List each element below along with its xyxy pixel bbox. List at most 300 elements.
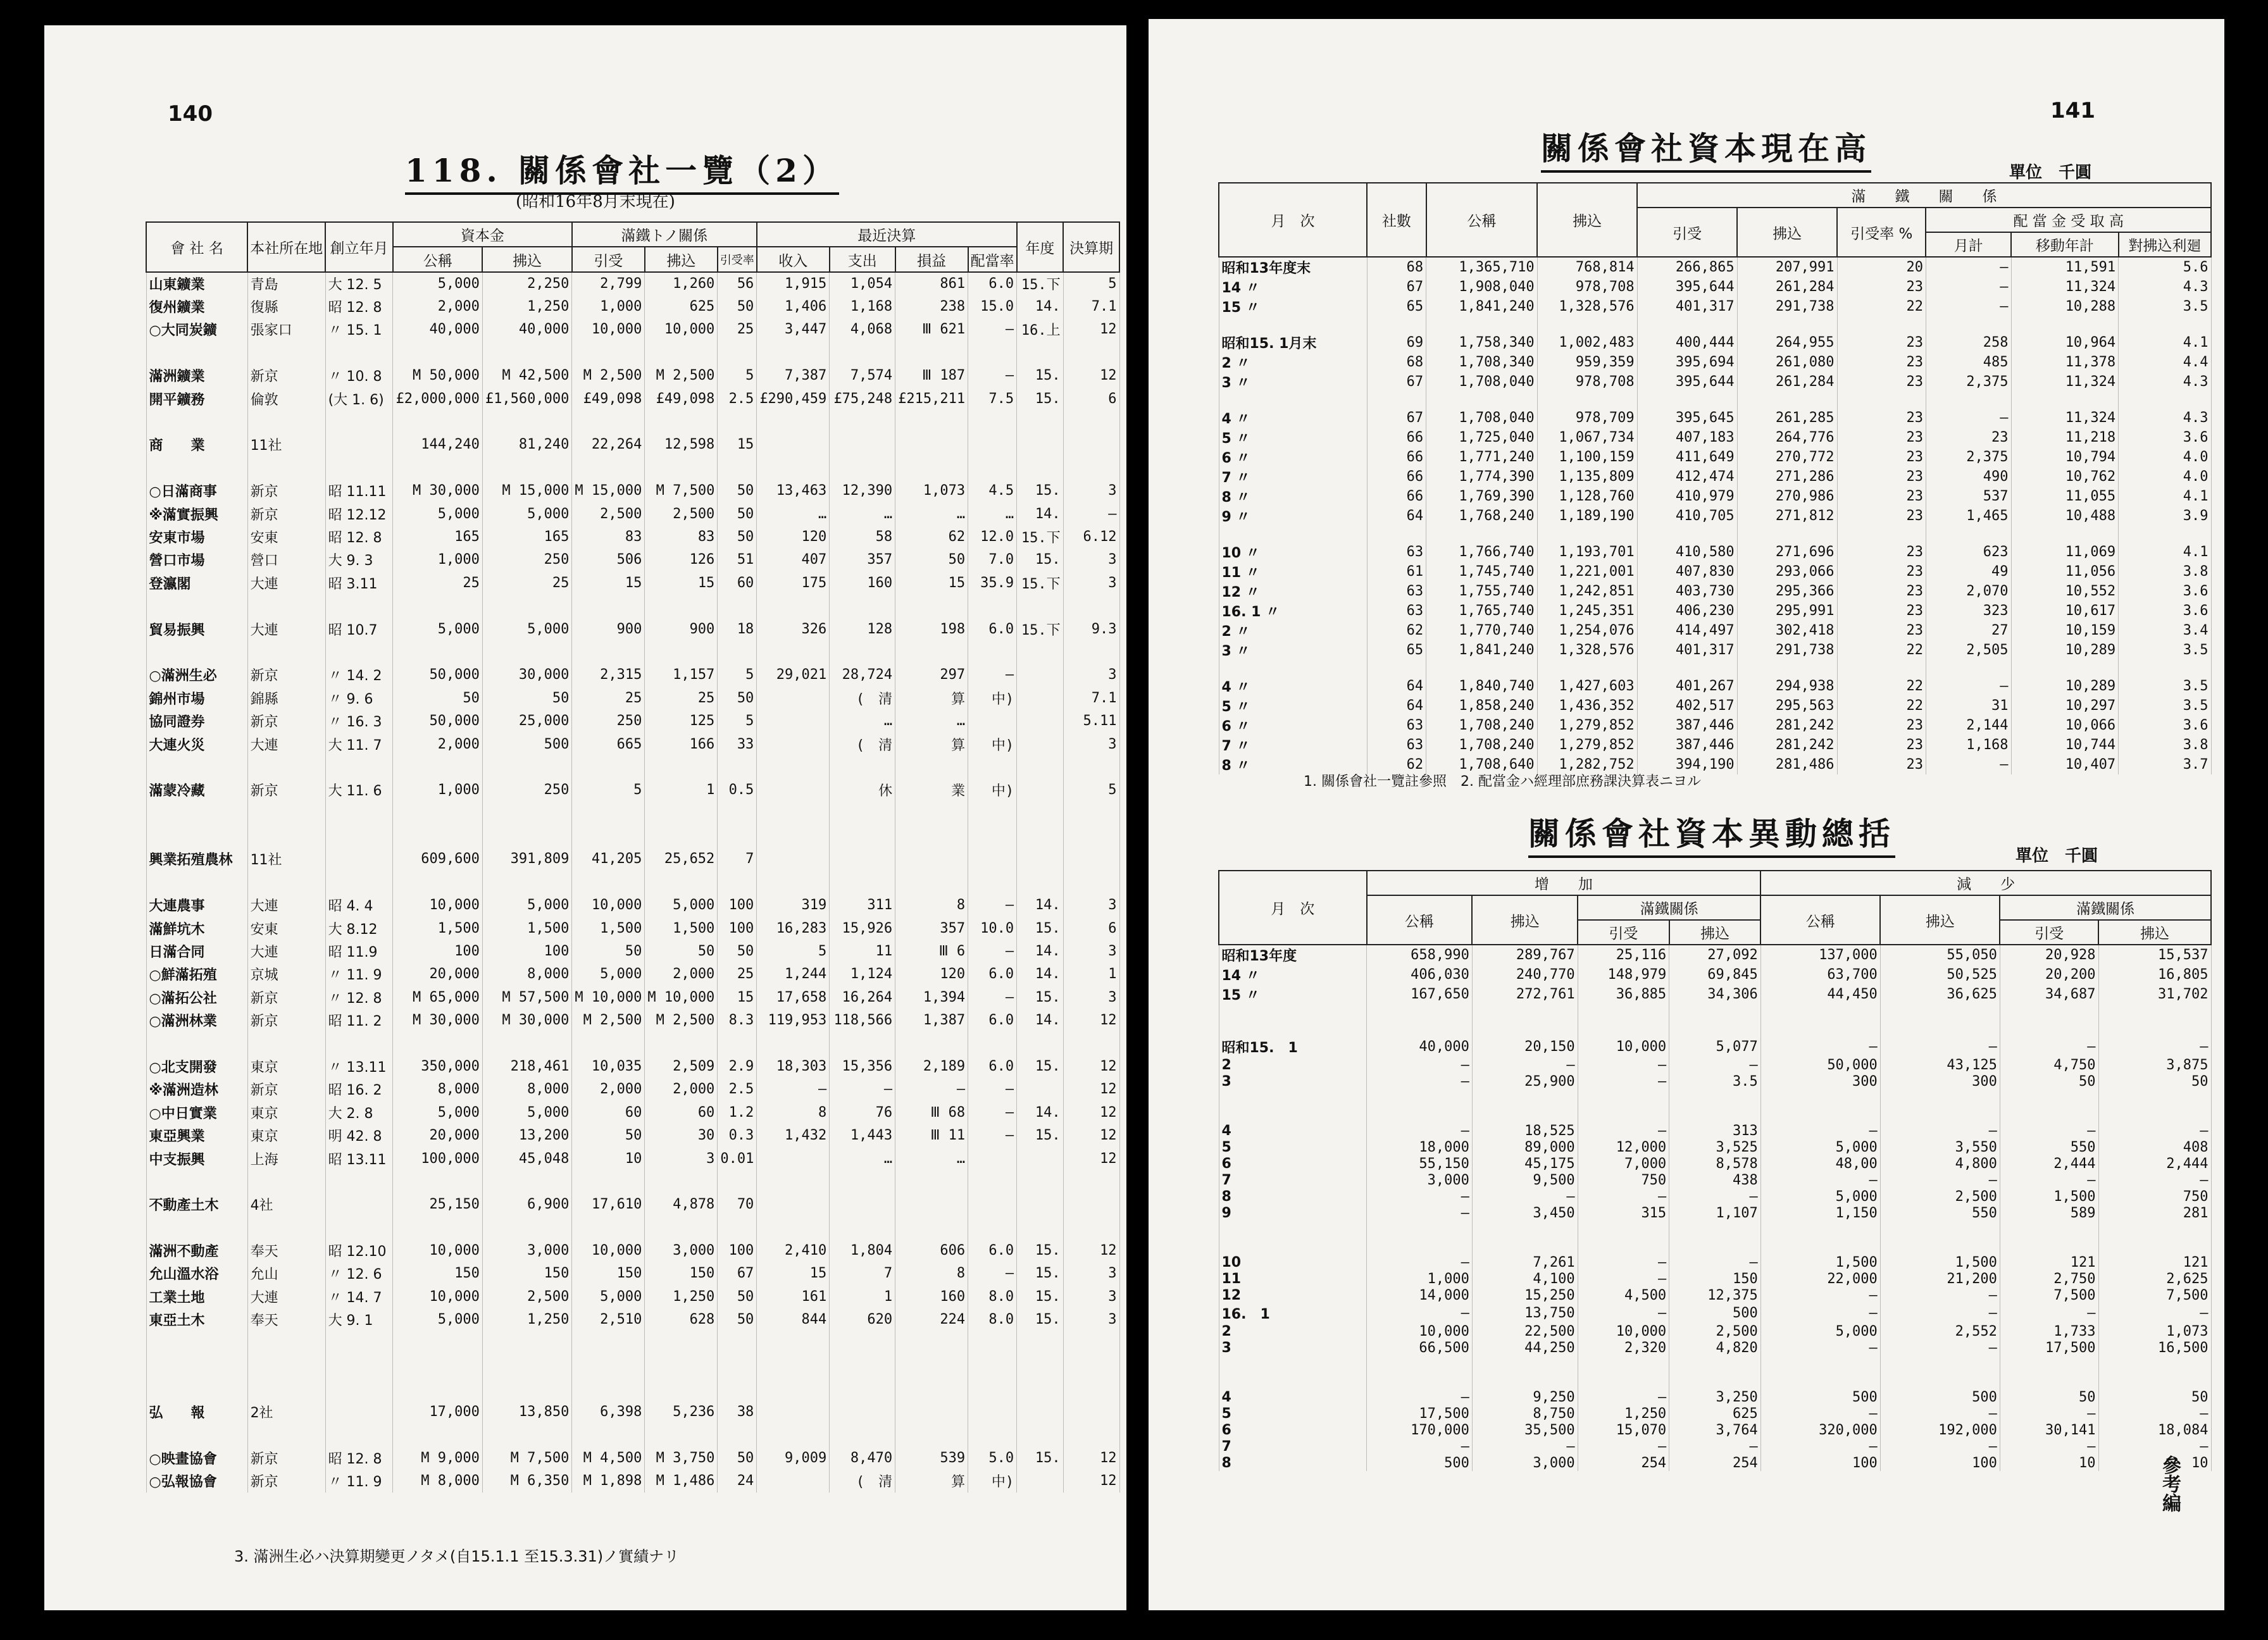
month-row	[1219, 447, 2211, 467]
table-cell	[1063, 1354, 1119, 1377]
table-cell	[1926, 526, 2011, 542]
table-cell: 5.0	[968, 1446, 1017, 1469]
table-cell: 1,841,240	[1426, 297, 1538, 316]
table-cell	[1880, 1356, 2000, 1372]
cap-header-subscribed: 引受	[1637, 208, 1737, 257]
table-cell	[1367, 1004, 1473, 1021]
table-cell: 1,804	[830, 1239, 895, 1262]
table-cell: 623	[1926, 542, 2011, 562]
table-cell: 東京	[247, 1055, 325, 1078]
table-cell: —	[1367, 1389, 1473, 1405]
table-cell: —	[2000, 1037, 2098, 1057]
table-cell: 100	[482, 940, 571, 962]
table-cell	[895, 1216, 968, 1239]
header-location: 本社所在地	[247, 222, 325, 272]
row-label: 11	[1219, 1270, 1367, 1287]
table-cell	[830, 848, 895, 871]
table-cell: 539	[895, 1446, 968, 1469]
table-cell: —	[1472, 1438, 1578, 1455]
table-cell: —	[1926, 676, 2011, 696]
month-row	[1219, 640, 2211, 660]
header-founded: 創立年月	[325, 222, 393, 272]
month-row	[1219, 428, 2211, 447]
table-cell: 50	[718, 686, 757, 709]
table-cell: 昭 4. 4	[325, 894, 393, 917]
table-cell	[1578, 1004, 1669, 1021]
table-cell	[718, 871, 757, 893]
table-cell	[895, 755, 968, 778]
table-cell: 76	[830, 1101, 895, 1124]
table-cell	[757, 802, 830, 824]
table-cell	[968, 848, 1017, 871]
row-label: 7 〃	[1219, 735, 1367, 755]
table-cell: 1,000	[393, 779, 482, 802]
table-cell: £2,000,000	[393, 387, 482, 410]
table-cell: 大 9. 3	[325, 549, 393, 571]
table-cell: 978,708	[1537, 372, 1637, 392]
table-cell: 明 42. 8	[325, 1124, 393, 1146]
company-row	[146, 318, 1119, 341]
table-cell	[645, 871, 718, 893]
company-row	[146, 848, 1119, 871]
row-label: 5 〃	[1219, 696, 1367, 716]
table-cell	[393, 1216, 482, 1239]
table-cell: —	[2098, 1037, 2211, 1057]
table-cell: 5,000	[482, 1101, 571, 1124]
company-row	[146, 1239, 1119, 1262]
table-cell: 倫敦	[247, 387, 325, 410]
table-cell: 490	[1926, 467, 2011, 487]
table-cell	[1760, 1021, 1880, 1037]
chg-header-decrease: 減 少	[1760, 871, 2211, 895]
table-cell	[968, 456, 1017, 479]
table-cell: 1,774,390	[1426, 467, 1538, 487]
table-cell: 62	[1367, 755, 1426, 774]
table-cell: 4,100	[1472, 1270, 1578, 1287]
table-cell: 7,000	[1578, 1155, 1669, 1172]
row-label: 日滿合同	[146, 940, 247, 962]
table-cell	[482, 1331, 571, 1354]
table-cell: —	[1880, 1287, 2000, 1303]
table-cell: 25	[718, 963, 757, 986]
table-cell	[393, 871, 482, 893]
table-cell	[895, 1331, 968, 1354]
table-cell: 算	[895, 686, 968, 709]
table-cell	[1017, 1377, 1064, 1400]
table-cell: 70	[718, 1193, 757, 1216]
table-cell	[393, 594, 482, 617]
table-cell: 395,645	[1637, 408, 1737, 428]
month-row	[1219, 601, 2211, 621]
table-cell	[1063, 1424, 1119, 1446]
table-cell	[1017, 664, 1064, 686]
company-row	[146, 894, 1119, 917]
month-row	[1219, 716, 2211, 735]
table-cell	[482, 1354, 571, 1377]
table-cell: 3,000	[1472, 1455, 1578, 1471]
table-cell: 23	[1926, 428, 2011, 447]
table-cell: 438	[1669, 1172, 1761, 1188]
table-cell: 50	[718, 1308, 757, 1331]
table-cell: 8,000	[393, 1078, 482, 1101]
table-cell: 1,771,240	[1426, 447, 1538, 467]
table-cell: 2,552	[1880, 1323, 2000, 1339]
left-footnote: 3. 滿洲生必ハ決算期變更ノタメ(自15.1.1 至15.3.31)ノ實績ナリ	[234, 1548, 680, 1565]
row-label: 滿洲鑛業	[146, 364, 247, 387]
change-row	[1219, 1303, 2211, 1323]
table-cell: 15	[718, 986, 757, 1009]
table-cell: 1,279,852	[1537, 716, 1637, 735]
table-cell	[718, 410, 757, 433]
month-row	[1219, 660, 2211, 676]
table-cell: 15.下	[1017, 618, 1064, 640]
table-cell	[325, 802, 393, 824]
table-cell: 3	[1063, 480, 1119, 502]
table-cell: 1,000	[393, 549, 482, 571]
table-cell: —	[1880, 1122, 2000, 1139]
table-cell: 5,000	[393, 502, 482, 525]
table-cell	[393, 1032, 482, 1055]
table-cell: 10,407	[2011, 755, 2119, 774]
table-cell: 10,289	[2011, 676, 2119, 696]
table-cell: 50	[2098, 1389, 2211, 1405]
header-period: 決算期	[1063, 222, 1119, 272]
table-cell: 4.1	[2119, 542, 2211, 562]
table-cell: —	[968, 318, 1017, 341]
table-cell	[1017, 1216, 1064, 1239]
row-label: 4 〃	[1219, 676, 1367, 696]
table-cell: 23	[1837, 601, 1926, 621]
table-cell	[895, 1354, 968, 1377]
table-cell: 10,000	[1367, 1323, 1473, 1339]
table-cell	[830, 341, 895, 364]
table-cell	[1880, 1372, 2000, 1389]
table-cell: 64	[1367, 506, 1426, 526]
table-cell	[1063, 802, 1119, 824]
header-recent: 最近決算	[757, 222, 1017, 247]
table-cell: 20	[1837, 257, 1926, 277]
table-cell: 500	[1760, 1389, 1880, 1405]
table-cell	[2011, 392, 2119, 408]
table-cell: 1,328,576	[1537, 640, 1637, 660]
table-cell: …	[895, 1147, 968, 1170]
table-cell: M 2,500	[572, 364, 645, 387]
row-label: 10	[1219, 1254, 1367, 1270]
month-row	[1219, 316, 2211, 333]
table-cell: 13,750	[1472, 1303, 1578, 1323]
table-cell: 〃 14. 2	[325, 664, 393, 686]
table-cell: 1,100,159	[1537, 447, 1637, 467]
table-cell: 1,189,190	[1537, 506, 1637, 526]
table-cell: 4.0	[2119, 447, 2211, 467]
table-cell: —	[1760, 1287, 1880, 1303]
table-cell: 4.3	[2119, 408, 2211, 428]
table-cell: M 9,000	[393, 1446, 482, 1469]
table-cell	[968, 1331, 1017, 1354]
table-cell	[572, 755, 645, 778]
row-label: ※滿實振興	[146, 502, 247, 525]
company-row	[146, 1009, 1119, 1032]
table-cell: 272,761	[1472, 985, 1578, 1004]
chg-header-dec-sub: 引受	[2000, 920, 2098, 945]
table-cell: —	[968, 986, 1017, 1009]
company-list-body	[146, 272, 1119, 1493]
table-cell: 11,069	[2011, 542, 2119, 562]
table-cell: 66	[1367, 467, 1426, 487]
row-label: 工業土地	[146, 1285, 247, 1308]
company-row	[146, 1147, 1119, 1170]
table-cell	[247, 1377, 325, 1400]
table-cell: 63	[1367, 735, 1426, 755]
table-cell: 4.3	[2119, 277, 2211, 297]
table-cell	[757, 848, 830, 871]
table-cell	[830, 1424, 895, 1446]
row-label: 昭和15. 1	[1219, 1037, 1367, 1057]
table-cell: 11社	[247, 433, 325, 456]
table-cell: 1,427,603	[1537, 676, 1637, 696]
row-label: 不動產土木	[146, 1193, 247, 1216]
table-cell: 業	[895, 779, 968, 802]
table-cell	[482, 802, 571, 824]
table-cell: 261,284	[1737, 277, 1837, 297]
row-label	[1219, 1106, 1367, 1122]
table-cell	[830, 824, 895, 847]
table-cell: 奉天	[247, 1239, 325, 1262]
table-cell: 900	[645, 618, 718, 640]
table-cell: 15	[645, 571, 718, 594]
table-cell	[830, 594, 895, 617]
table-cell: 4,878	[645, 1193, 718, 1216]
table-cell: 270,986	[1737, 487, 1837, 506]
table-cell	[2098, 1372, 2211, 1389]
row-label	[146, 802, 247, 824]
table-cell	[1017, 433, 1064, 456]
table-cell	[968, 1170, 1017, 1193]
table-cell: 中)	[968, 1469, 1017, 1492]
change-row	[1219, 1221, 2211, 1238]
table-cell	[895, 456, 968, 479]
table-cell: 1,279,852	[1537, 735, 1637, 755]
table-cell: —	[1367, 1073, 1473, 1090]
table-cell	[1017, 1170, 1064, 1193]
cap-header-month: 月 次	[1219, 183, 1367, 257]
table-cell: 3.5	[1669, 1073, 1761, 1090]
table-cell	[2098, 1238, 2211, 1254]
table-cell	[1472, 1356, 1578, 1372]
table-cell: 550	[1880, 1205, 2000, 1221]
table-cell	[1367, 316, 1426, 333]
table-cell: 27,092	[1669, 945, 1761, 965]
table-cell	[1017, 594, 1064, 617]
table-cell: —	[830, 1078, 895, 1101]
table-cell: —	[1760, 1037, 1880, 1057]
month-row	[1219, 333, 2211, 352]
table-cell: 中)	[968, 779, 1017, 802]
chg-header-dec-official: 公稱	[1760, 895, 1880, 945]
table-cell: 3,550	[1880, 1139, 2000, 1155]
table-cell: 1,765,740	[1426, 601, 1538, 621]
month-row	[1219, 372, 2211, 392]
table-cell	[2000, 1004, 2098, 1021]
table-cell: 8.0	[968, 1308, 1017, 1331]
table-cell: 24	[718, 1469, 757, 1492]
table-cell: 410,705	[1637, 506, 1737, 526]
table-cell: 5,000	[482, 618, 571, 640]
table-cell: 589	[2000, 1205, 2098, 1221]
table-cell	[895, 594, 968, 617]
row-label	[1219, 316, 1367, 333]
table-cell	[830, 456, 895, 479]
table-cell: 1,073	[2098, 1323, 2211, 1339]
row-label: 錦州市場	[146, 686, 247, 709]
table-cell: 5	[1063, 779, 1119, 802]
table-cell: —	[968, 1124, 1017, 1146]
table-cell: 昭 3.11	[325, 571, 393, 594]
table-cell	[1367, 1221, 1473, 1238]
table-cell: 20,150	[1472, 1037, 1578, 1057]
table-cell: —	[2000, 1122, 2098, 1139]
table-cell: 1,500	[572, 917, 645, 940]
table-cell: 昭 12.12	[325, 502, 393, 525]
table-cell: 6.0	[968, 963, 1017, 986]
table-cell: 〃 11. 9	[325, 963, 393, 986]
table-cell: 15.	[1017, 1239, 1064, 1262]
table-cell	[1760, 1221, 1880, 1238]
table-cell: 100	[718, 917, 757, 940]
table-cell: 〃 16. 3	[325, 709, 393, 732]
row-label: 3 〃	[1219, 372, 1367, 392]
table-cell: 7,261	[1472, 1254, 1578, 1270]
table-cell: …	[757, 502, 830, 525]
table-cell	[247, 1170, 325, 1193]
table-cell: 昭 11.9	[325, 940, 393, 962]
table-cell: 1,500	[645, 917, 718, 940]
table-cell: 4.4	[2119, 352, 2211, 372]
table-cell: 23	[1837, 487, 1926, 506]
change-row	[1219, 1438, 2211, 1455]
table-cell: 264,955	[1737, 333, 1837, 352]
table-cell: 昭 10.7	[325, 618, 393, 640]
table-cell: 25	[393, 571, 482, 594]
table-cell: 3,525	[1669, 1139, 1761, 1155]
table-cell	[895, 1170, 968, 1193]
table-cell: Ⅲ 187	[895, 364, 968, 387]
table-cell: 1,500	[482, 917, 571, 940]
table-cell	[718, 1170, 757, 1193]
table-cell	[1760, 1090, 1880, 1106]
row-label: 6 〃	[1219, 716, 1367, 735]
company-row	[146, 1331, 1119, 1354]
table-cell: 算	[895, 1469, 968, 1492]
table-cell	[1017, 824, 1064, 847]
table-cell: 64	[1367, 676, 1426, 696]
table-cell	[895, 802, 968, 824]
table-cell	[830, 871, 895, 893]
table-cell: (大 1. 6)	[325, 387, 393, 410]
row-label: 9	[1219, 1205, 1367, 1221]
table-cell: 1	[645, 779, 718, 802]
table-cell	[1063, 341, 1119, 364]
table-cell: 1,260	[645, 272, 718, 295]
table-cell: 1,000	[1367, 1270, 1473, 1287]
header-income: 收入	[757, 247, 830, 272]
table-cell: 昭 12.10	[325, 1239, 393, 1262]
chg-header-inc-paid2: 拂込	[1669, 920, 1761, 945]
company-row	[146, 1193, 1119, 1216]
table-cell: 23	[1837, 277, 1926, 297]
table-cell	[1017, 1400, 1064, 1423]
table-cell	[1017, 733, 1064, 755]
table-cell	[1367, 392, 1426, 408]
company-row	[146, 502, 1119, 525]
table-cell: 1,168	[830, 295, 895, 318]
table-cell: 170,000	[1367, 1422, 1473, 1438]
table-cell: 10,000	[393, 894, 482, 917]
table-cell: 22,000	[1760, 1270, 1880, 1287]
table-cell	[718, 1216, 757, 1239]
table-cell: 2,444	[2098, 1155, 2211, 1172]
table-cell	[757, 1400, 830, 1423]
table-cell	[1063, 1400, 1119, 1423]
table-cell	[895, 341, 968, 364]
table-cell: 606	[895, 1239, 968, 1262]
table-cell: 35,500	[1472, 1422, 1578, 1438]
table-cell	[2011, 660, 2119, 676]
table-cell: 4,750	[2000, 1057, 2098, 1073]
table-cell: 12	[1063, 318, 1119, 341]
month-row	[1219, 467, 2211, 487]
table-cell: 40,000	[1367, 1037, 1473, 1057]
table-cell: 25,900	[1472, 1073, 1578, 1090]
table-cell: 1,766,740	[1426, 542, 1538, 562]
table-cell: 8.3	[718, 1009, 757, 1032]
table-cell: 1,128,760	[1537, 487, 1637, 506]
table-cell: M 42,500	[482, 364, 571, 387]
table-cell: 394,190	[1637, 755, 1737, 774]
table-cell	[572, 410, 645, 433]
table-cell: 23	[1837, 621, 1926, 640]
table-cell: 33	[718, 733, 757, 755]
table-cell: 1,250	[1578, 1405, 1669, 1422]
table-cell	[1669, 1004, 1761, 1021]
table-cell	[1537, 392, 1637, 408]
table-cell	[572, 594, 645, 617]
table-cell: 1,067,734	[1537, 428, 1637, 447]
table-cell: 15	[895, 571, 968, 594]
table-cell: 16,264	[830, 986, 895, 1009]
table-cell: 1,708,340	[1426, 352, 1538, 372]
table-cell	[757, 594, 830, 617]
table-cell	[482, 755, 571, 778]
table-cell	[1063, 824, 1119, 847]
table-cell: —	[2098, 1405, 2211, 1422]
table-cell: 15	[572, 571, 645, 594]
table-cell	[968, 1032, 1017, 1055]
table-cell: —	[968, 1078, 1017, 1101]
row-label: 允山溫水浴	[146, 1262, 247, 1285]
table-cell: 89,000	[1472, 1139, 1578, 1155]
table-cell: 9,500	[1472, 1172, 1578, 1188]
table-cell: 1,443	[830, 1124, 895, 1146]
table-cell: 51	[718, 549, 757, 571]
table-cell: 4,800	[1880, 1155, 2000, 1172]
table-cell	[757, 433, 830, 456]
table-cell: 3.8	[2119, 735, 2211, 755]
table-cell: 4.1	[2119, 333, 2211, 352]
table-cell	[718, 594, 757, 617]
company-row	[146, 571, 1119, 594]
row-label: 8	[1219, 1188, 1367, 1205]
